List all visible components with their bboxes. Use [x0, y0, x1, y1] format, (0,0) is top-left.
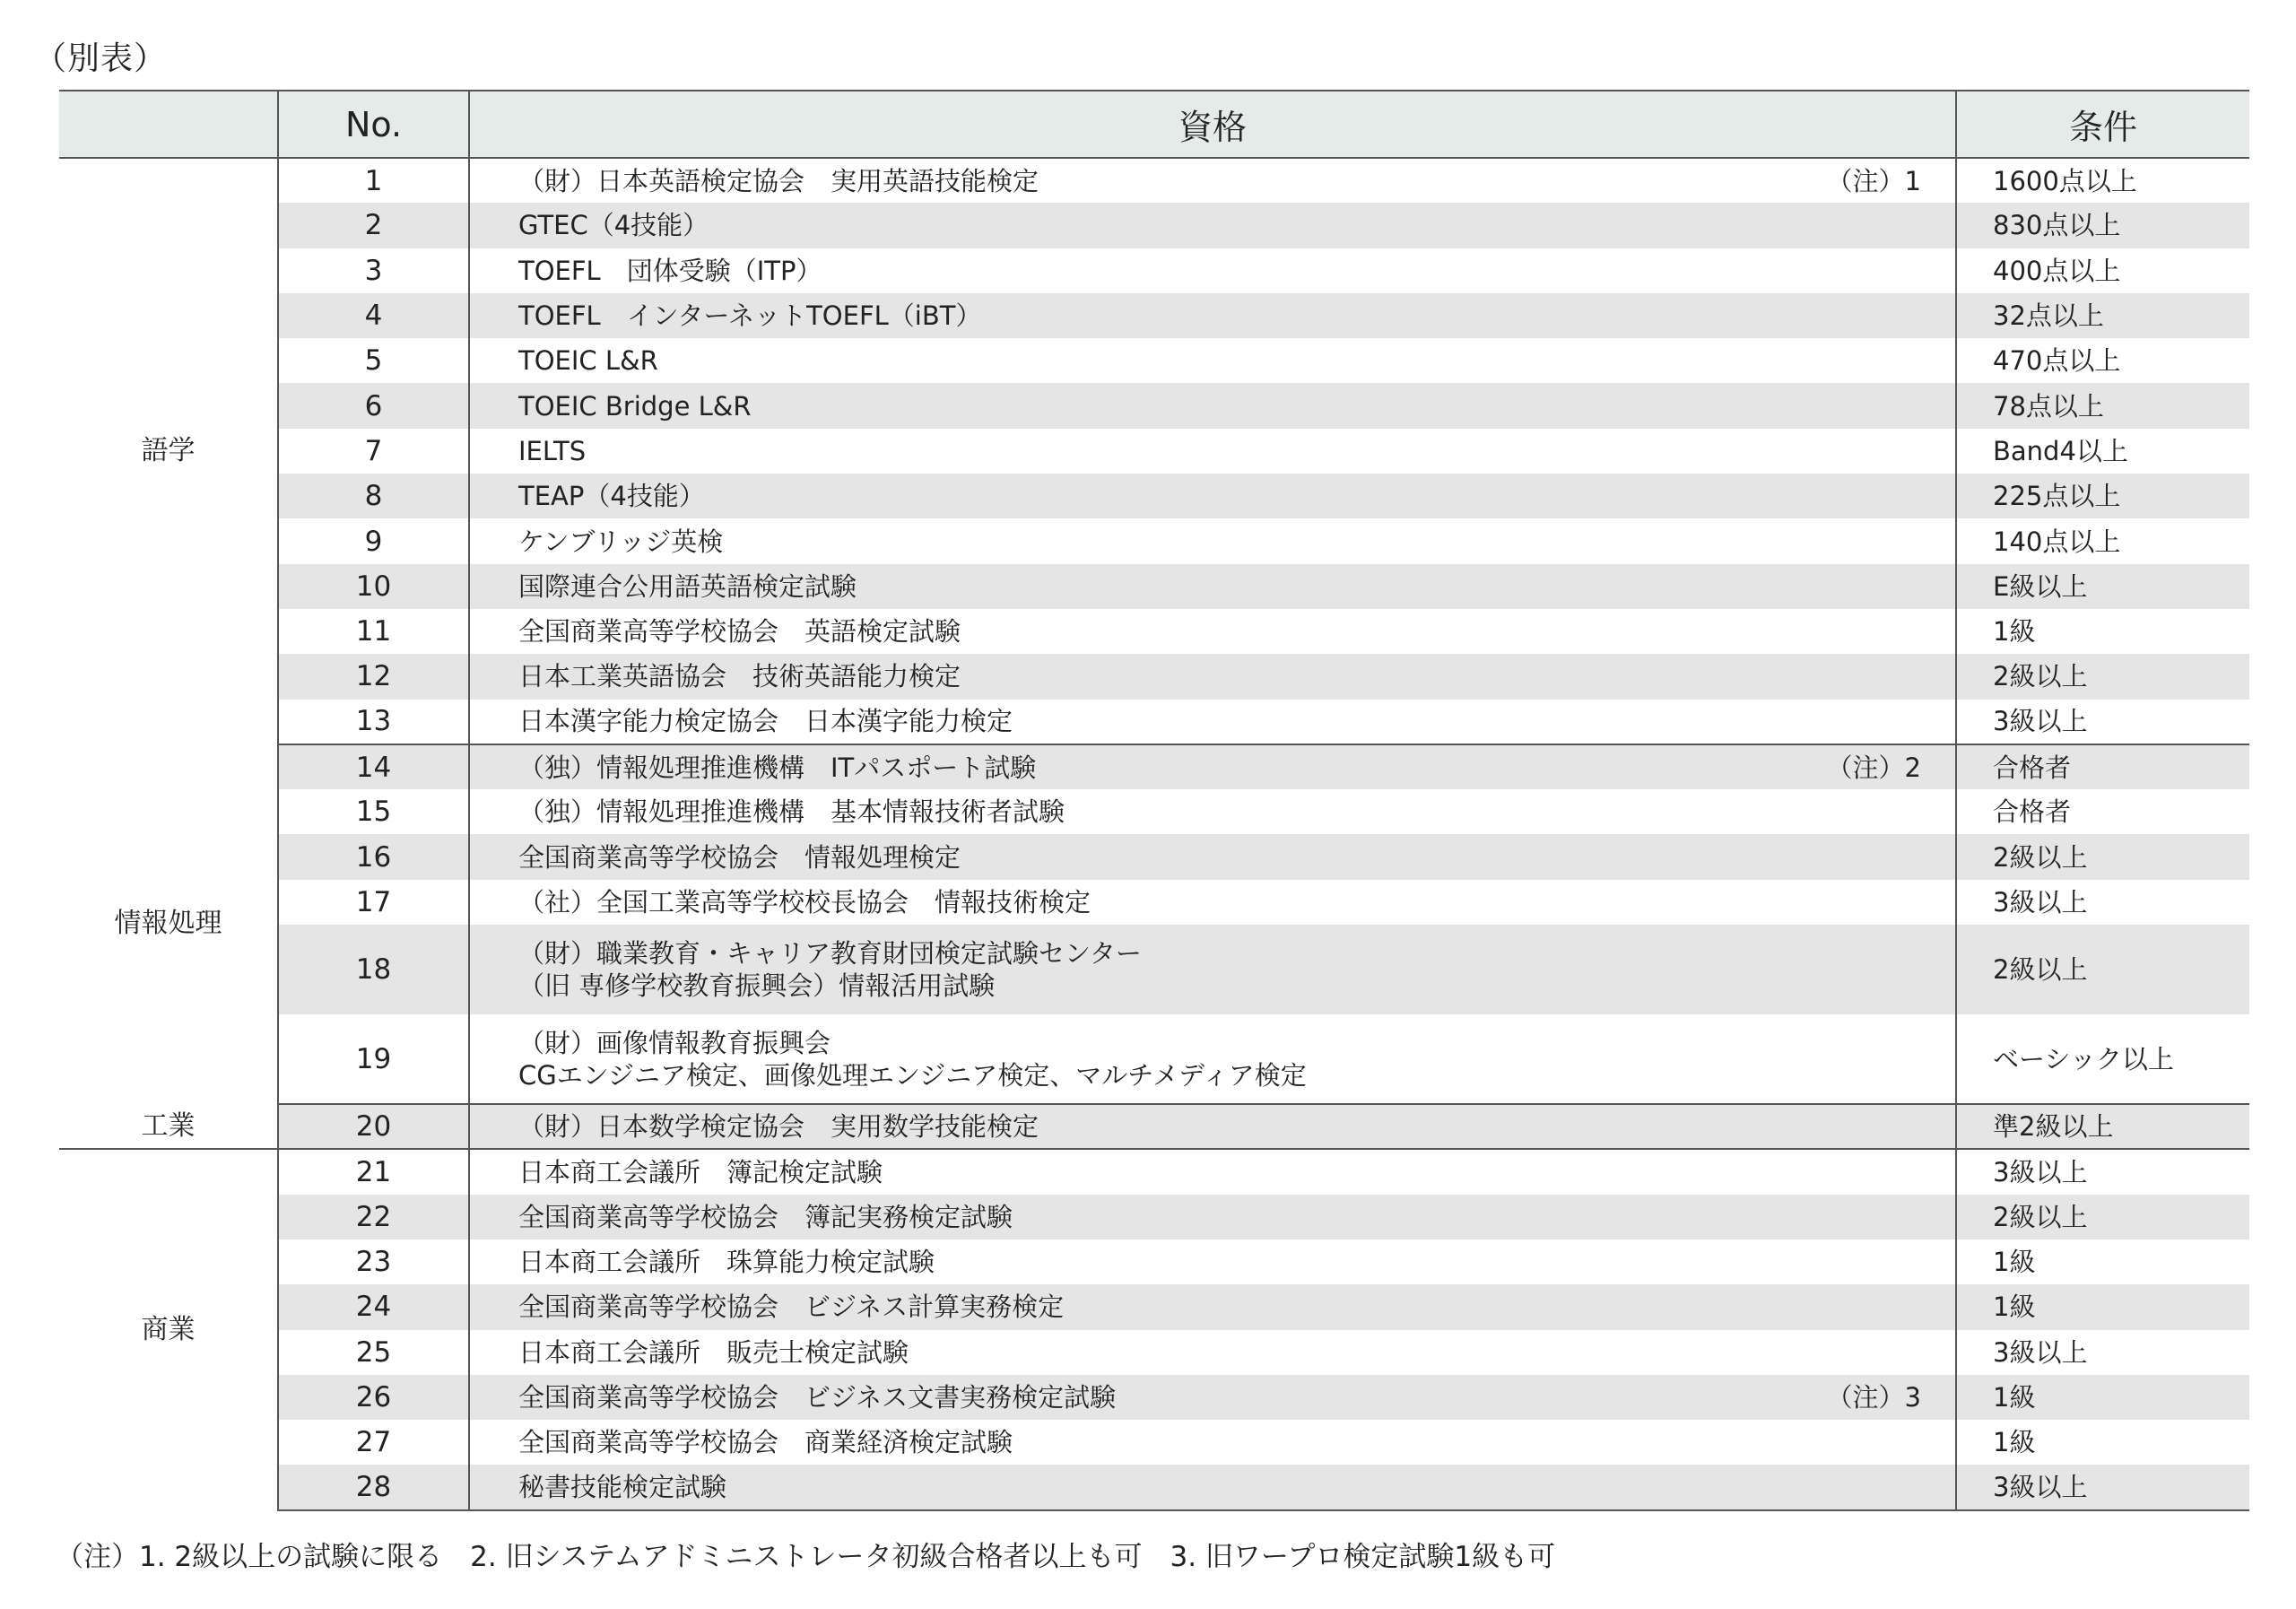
note-reference: （注）3 — [1826, 1381, 1921, 1413]
qualification-cell — [469, 1104, 1956, 1149]
condition-cell: 1級 — [1993, 1247, 2036, 1278]
table-row — [59, 1239, 2249, 1284]
qualification-cell — [469, 338, 1956, 383]
qualification-cell — [469, 609, 1956, 654]
condition-cell: Band4以上 — [1993, 435, 2128, 466]
category-cell: 語学 — [59, 158, 278, 744]
number-cell: 28 — [278, 1465, 469, 1509]
header-no: No. — [278, 91, 469, 158]
qualification-cell — [469, 1239, 1956, 1284]
table-row — [59, 248, 2249, 293]
table-row — [59, 654, 2249, 699]
page-title: （別表） — [34, 40, 168, 77]
qualification-name: TEAP（4技能） — [518, 481, 705, 512]
table-row — [59, 203, 2249, 248]
table-row — [59, 925, 2249, 1014]
number-cell: 25 — [278, 1330, 469, 1375]
table-row — [59, 744, 2249, 789]
header-category — [59, 91, 278, 158]
qualification-name: 全国商業高等学校協会 商業経済検定試験 — [518, 1427, 1013, 1458]
category-cell: 情報処理 — [59, 744, 278, 1104]
qualification-name: 日本商工会議所 簿記検定試験 — [518, 1156, 883, 1187]
condition-cell: 2級以上 — [1956, 1195, 2249, 1239]
table-row — [59, 429, 2249, 474]
condition-cell: 830点以上 — [1956, 203, 2249, 248]
qualification-name: 日本工業英語協会 技術英語能力検定 — [518, 661, 961, 692]
qualification-name: 全国商業高等学校協会 情報処理検定 — [518, 841, 961, 873]
qualification-name: CGエンジニア検定、画像処理エンジニア検定、マルチメディア検定 — [518, 1059, 1307, 1091]
qualification-cell — [469, 1284, 1956, 1329]
table-row — [59, 1420, 2249, 1465]
condition-cell: 合格者 — [1993, 796, 2072, 828]
number-cell: 7 — [278, 429, 469, 474]
qualification-table — [59, 90, 2249, 1511]
number-cell: 1 — [278, 158, 469, 203]
category-cell: 工業 — [59, 1104, 278, 1149]
number-cell: 12 — [278, 654, 469, 699]
qualification-name: ケンブリッジ英検 — [518, 526, 724, 557]
qualification-cell — [469, 700, 1956, 744]
condition-cell: 2級以上 — [1956, 925, 2249, 1014]
table-row — [59, 1104, 2249, 1149]
number-cell: 2 — [278, 203, 469, 248]
condition-cell: 1級 — [1993, 1427, 2036, 1458]
qualification-name: （財）画像情報教育振興会 — [518, 1027, 831, 1058]
table-row — [59, 518, 2249, 563]
number-cell: 9 — [278, 518, 469, 563]
number-cell: 24 — [278, 1284, 469, 1329]
qualification-name: TOEIC Bridge L&R — [518, 390, 752, 422]
table-row — [59, 789, 2249, 834]
number-cell: 19 — [278, 1014, 469, 1104]
number-cell: 20 — [278, 1104, 469, 1149]
condition-cell: 400点以上 — [1993, 255, 2121, 286]
condition-cell: 1600点以上 — [1993, 165, 2137, 196]
qualification-cell — [469, 383, 1956, 428]
condition-cell: 3級以上 — [1993, 1156, 2088, 1187]
qualification-name: 全国商業高等学校協会 英語検定試験 — [518, 616, 961, 648]
qualification-cell — [469, 1014, 1956, 1104]
table-row — [59, 880, 2249, 925]
condition-cell: 3級以上 — [1993, 886, 2088, 918]
number-cell: 16 — [278, 834, 469, 879]
condition-cell: 225点以上 — [1956, 474, 2249, 518]
header-qualification: 資格 — [469, 91, 1956, 158]
condition-cell: 3級以上 — [1993, 1336, 2088, 1368]
qualification-cell — [469, 429, 1956, 474]
qualification-name: TOEFL インターネットTOEFL（iBT） — [518, 300, 982, 332]
qualification-name: 秘書技能検定試験 — [518, 1472, 727, 1503]
qualification-cell — [469, 564, 1956, 609]
qualification-name: 全国商業高等学校協会 ビジネス文書実務検定試験 — [518, 1381, 1117, 1413]
condition-cell: E級以上 — [1956, 564, 2249, 609]
table-row — [59, 1465, 2249, 1509]
table-body — [59, 158, 2249, 1510]
number-cell: 18 — [278, 925, 469, 1014]
qualification-cell — [469, 518, 1956, 563]
qualification-cell — [469, 789, 1956, 834]
number-cell: 6 — [278, 383, 469, 428]
qualification-cell — [469, 1465, 1956, 1509]
condition-cell: 1級 — [1956, 1284, 2249, 1329]
qualification-name: 全国商業高等学校協会 ビジネス計算実務検定 — [518, 1292, 1065, 1323]
condition-cell: 3級以上 — [1956, 1465, 2249, 1509]
table-row — [59, 383, 2249, 428]
condition-cell: 3級以上 — [1956, 700, 2249, 744]
condition-cell: 32点以上 — [1956, 293, 2249, 338]
number-cell: 4 — [278, 293, 469, 338]
table-row — [59, 293, 2249, 338]
qualification-cell — [469, 158, 1956, 203]
qualification-name: （財）日本英語検定協会 実用英語技能検定 — [518, 165, 1039, 196]
header-condition: 条件 — [1956, 91, 2249, 158]
condition-cell: ベーシック以上 — [1956, 1014, 2249, 1104]
qualification-cell — [469, 293, 1956, 338]
qualification-name: GTEC（4技能） — [518, 210, 709, 241]
qualification-cell — [469, 834, 1956, 879]
qualification-cell — [469, 654, 1956, 699]
qualification-name: TOEIC L&R — [518, 345, 658, 377]
qualification-cell — [469, 203, 1956, 248]
table-row — [59, 1284, 2249, 1329]
condition-cell: 1級 — [1956, 1375, 2249, 1420]
number-cell: 8 — [278, 474, 469, 518]
number-cell: 5 — [278, 338, 469, 383]
qualification-name: 日本商工会議所 販売士検定試験 — [518, 1336, 909, 1368]
number-cell: 23 — [278, 1239, 469, 1284]
number-cell: 14 — [278, 744, 469, 789]
table-row — [59, 1195, 2249, 1239]
table-row — [59, 564, 2249, 609]
number-cell: 10 — [278, 564, 469, 609]
condition-cell: 合格者 — [1956, 744, 2249, 789]
condition-cell: 準2級以上 — [1956, 1104, 2249, 1149]
table-row — [59, 1149, 2249, 1194]
qualification-cell — [469, 925, 1956, 1014]
condition-cell: 140点以上 — [1993, 526, 2121, 557]
note-reference: （注）1 — [1826, 165, 1921, 196]
qualification-name: 日本漢字能力検定協会 日本漢字能力検定 — [518, 706, 1013, 737]
qualification-cell — [469, 1195, 1956, 1239]
qualification-name: （旧 専修学校教育振興会）情報活用試験 — [518, 970, 996, 1002]
qualification-cell — [469, 248, 1956, 293]
qualification-name: 全国商業高等学校協会 簿記実務検定試験 — [518, 1201, 1013, 1232]
qualification-cell — [469, 474, 1956, 518]
condition-cell: 2級以上 — [1956, 654, 2249, 699]
qualification-name: TOEFL 団体受験（ITP） — [518, 255, 822, 286]
qualification-name: （社）全国工業高等学校校長協会 情報技術検定 — [518, 886, 1091, 918]
footnote: （注）1. 2級以上の試験に限る 2. 旧システムアドミニストレータ初級合格者以上も可 3. 旧ワープロ検定試験1級も可 — [56, 1541, 1556, 1573]
note-reference: （注）2 — [1826, 752, 1921, 783]
number-cell: 15 — [278, 789, 469, 834]
condition-cell: 1級 — [1993, 616, 2036, 648]
table-row — [59, 338, 2249, 383]
qualification-name: （独）情報処理推進機構 ITパスポート試験 — [518, 752, 1037, 783]
qualification-cell — [469, 1149, 1956, 1194]
number-cell: 21 — [278, 1149, 469, 1194]
condition-cell: 2級以上 — [1956, 834, 2249, 879]
qualification-cell — [469, 1420, 1956, 1465]
condition-cell: 470点以上 — [1993, 345, 2121, 377]
number-cell: 11 — [278, 609, 469, 654]
table-row — [59, 834, 2249, 879]
qualification-cell — [469, 1375, 1956, 1420]
number-cell: 26 — [278, 1375, 469, 1420]
qualification-cell — [469, 880, 1956, 925]
number-cell: 22 — [278, 1195, 469, 1239]
qualification-name: （財）日本数学検定協会 実用数学技能検定 — [518, 1111, 1039, 1143]
table-row — [59, 1014, 2249, 1104]
qualification-name: （独）情報処理推進機構 基本情報技術者試験 — [518, 796, 1065, 828]
table-row — [59, 1375, 2249, 1420]
qualification-name: IELTS — [518, 435, 587, 466]
condition-cell: 78点以上 — [1956, 383, 2249, 428]
qualification-cell — [469, 744, 1956, 789]
qualification-name: 国際連合公用語英語検定試験 — [518, 570, 857, 602]
category-cell: 商業 — [59, 1149, 278, 1509]
qualification-name: （財）職業教育・キャリア教育財団検定試験センター — [518, 938, 1142, 970]
number-cell: 27 — [278, 1420, 469, 1465]
number-cell: 13 — [278, 700, 469, 744]
number-cell: 17 — [278, 880, 469, 925]
qualification-cell — [469, 1330, 1956, 1375]
table-row — [59, 158, 2249, 203]
qualification-name: 日本商工会議所 珠算能力検定試験 — [518, 1247, 935, 1278]
table-header-row — [59, 91, 2249, 158]
table-row — [59, 1330, 2249, 1375]
table-row — [59, 474, 2249, 518]
table-row — [59, 700, 2249, 744]
table-row — [59, 609, 2249, 654]
number-cell: 3 — [278, 248, 469, 293]
